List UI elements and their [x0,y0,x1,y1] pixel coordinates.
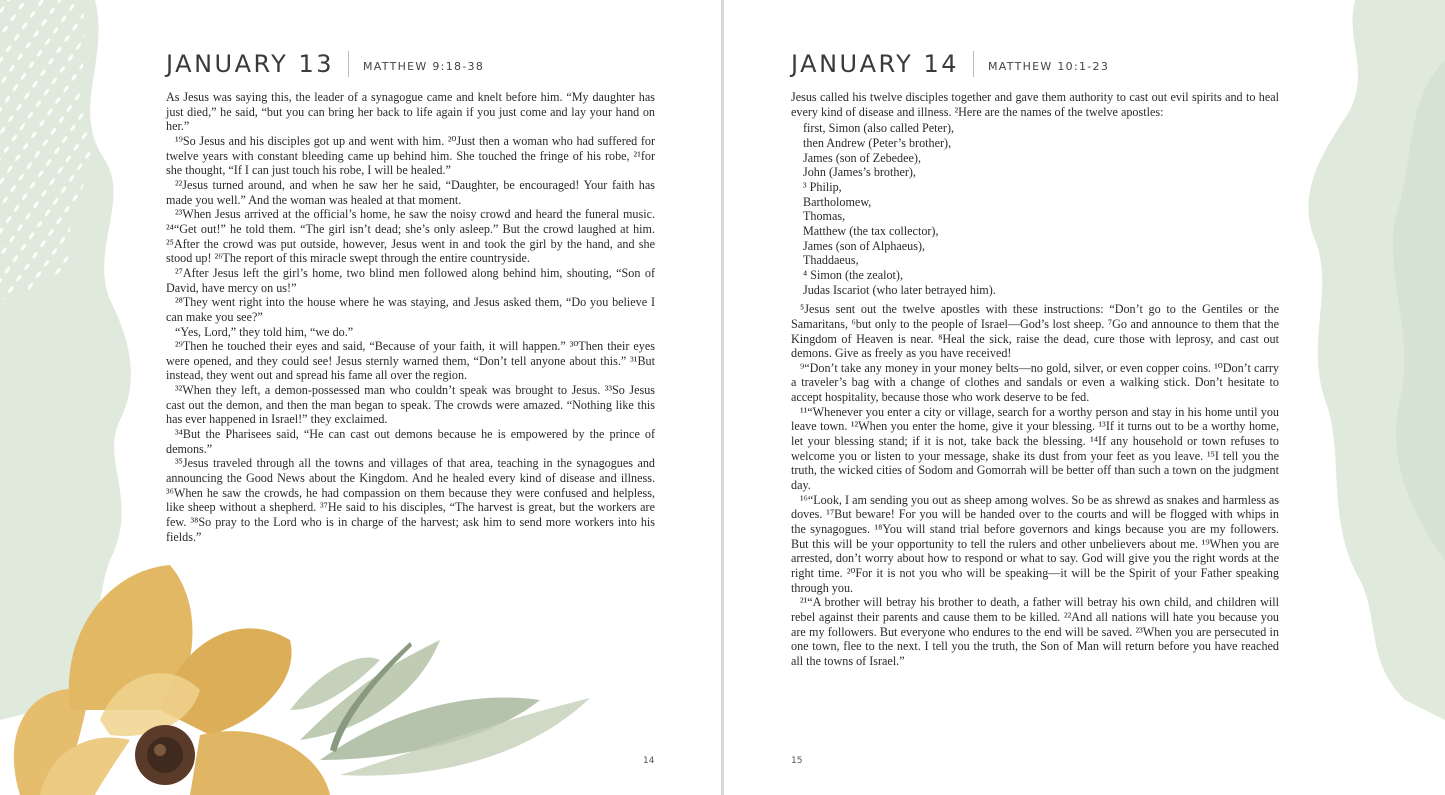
left-body [166,90,655,544]
right-page-number: 15 [791,756,803,766]
left-date: JANUARY 13 [166,50,334,78]
right-header [791,44,1109,84]
paragraph: ⁹“Don’t take any money in your money belts—no gold, silver, or even copper coins. ¹⁰Don’t carry a traveler’s bag with a change of clothes and sandals or even a walking stick. Don’t hesitate to accept hospitality, because those who work deserve to be fed. [791,360,1279,405]
list-item: James (son of Alphaeus), [803,238,926,253]
paragraph: ²⁷After Jesus left the girl’s home, two blind men followed along behind him, shouting, “Son of David, have mercy on us!” [166,265,655,295]
apostle-list [803,121,1279,297]
right-page [724,0,1445,795]
header-divider [973,51,974,77]
list-item: Judas Iscariot (who later betrayed him). [803,282,996,297]
paragraph: ¹¹“Whenever you enter a city or village, search for a worthy person and stay in his home until you leave town. ¹²When you enter the home, give it your blessing. ¹³If it turns out to be a worthy home, let your blessing stand; if it is not, take back the blessing. ¹⁴If any household or town refuses to welcome you or listen to your message, shake its dust from your feet as you leave. ¹⁵I tell you the truth, the wicked cities of Sodom and Gomorrah will be better off than such a town on the judgment day. [791,404,1279,493]
list-item: first, Simon (also called Peter), [803,121,955,136]
right-reference: MATTHEW 10:1-23 [987,59,1110,73]
left-header [166,44,484,84]
paragraph: ²³When Jesus arrived at the official’s home, he saw the noisy crowd and heard the funeral music. ²⁴“Get out!” he told them. “The girl isn’t dead; she’s only asleep.” But the crowd laughed at him. ²⁵After the crowd was put outside, however, Jesus went in and took the girl by the hand, and she stood up! ²⁶The report of this miracle swept through the entire countryside. [166,207,655,266]
paragraph: ¹⁶“Look, I am sending you out as sheep among wolves. So be as shrewd as snakes and harmless as doves. ¹⁷But beware! For you will be handed over to the courts and will be flogged with whips in the synagogues. ¹⁸You will stand trial before governors and kings because you are my followers. But this will be your opportunity to tell the rulers and other unbelievers about me. ¹⁹When you are arrested, don’t worry about how to respond or what to say. God will give you the right words at the right time. ²⁰For it is not you who will be speaking—it will be the Spirit of your Father speaking through you. [791,492,1279,595]
watercolor-wash-right [1285,0,1445,795]
paragraph: ⁵Jesus sent out the twelve apostles with these instructions: “Don’t go to the Gentiles or the Samaritans, ⁶but only to the people of Israel—God’s lost sheep. ⁷Go and announce to them that the Kingdom of Heaven is near. ⁸Heal the sick, raise the dead, cure those with leprosy, and cast out demons. Give as freely as you have received! [791,302,1279,361]
list-item: ⁴ Simon (the zealot), [803,267,903,282]
paragraph: “Yes, Lord,” they told him, “we do.” [175,324,354,339]
list-item: John (James’s brother), [803,165,916,180]
paragraph: As Jesus was saying this, the leader of a synagogue came and knelt before him. “My daughter has just died,” he said, “but you can bring her back to life again if you just come and lay your hand on her.” [166,90,655,134]
flower-illustration [0,560,600,795]
list-item: James (son of Zebedee), [803,150,921,165]
paragraph: ¹⁹So Jesus and his disciples got up and went with him. ²⁰Just then a woman who had suffered for twelve years with constant bleeding came up behind him. She touched the fringe of his robe, ²¹for she thought, “If I can just touch his robe, I will be healed.” [166,133,655,178]
paragraph: ²⁹Then he touched their eyes and said, “Because of your faith, it will happen.” ³⁰Then their eyes were opened, and they could see! Jesus sternly warned them, “Don’t tell anyone about this.” ³¹But instead, they went out and spread his fame all over the region. [166,339,655,383]
list-item: ³ Philip, [803,179,842,194]
paragraph: ²²Jesus turned around, and when he saw her he said, “Daughter, be encouraged! Your faith has made you well.” And the woman was healed at that moment. [166,177,655,207]
list-item: then Andrew (Peter’s brother), [803,135,952,150]
list-item: Bartholomew, [803,194,872,209]
left-page-number: 14 [643,756,655,766]
list-item: Thaddaeus, [803,253,859,268]
list-item: Thomas, [803,209,846,224]
paragraph: ³⁵Jesus traveled through all the towns and villages of that area, teaching in the synagogues and announcing the Good News about the Kingdom. And he healed every kind of disease and illness. ³⁶When he saw the crowds, he had compassion on them because they were confused and helpless, like sheep without a shepherd. ³⁷He said to his disciples, “The harvest is great, but the workers are few. ³⁸So pray to the Lord who is in charge of the harvest; ask him to send more workers into his fields.” [166,456,655,544]
right-date: JANUARY 14 [791,50,959,78]
right-body [791,90,1279,669]
paragraph: ²⁸They went right into the house where he was staying, and Jesus asked them, “Do you believe I can make you see?” [166,295,655,324]
left-reference: MATTHEW 9:18-38 [362,59,485,73]
paragraph: ³²When they left, a demon-possessed man who couldn’t speak was brought to Jesus. ³³So Jesus cast out the demon, and then the man began to speak. The crowds were amazed. “Nothing like this has ever happened in Israel!” they exclaimed. [166,383,655,427]
paragraph: ²¹“A brother will betray his brother to death, a father will betray his own child, and children will rebel against their parents and cause them to be killed. ²²And all nations will hate you because you are my followers. But everyone who endures to the end will be saved. ²³When you are persecuted in one town, flee to the next. I tell you the truth, the Son of Man will return before you have reached all the towns of Israel.” [791,595,1279,668]
paragraph: Jesus called his twelve disciples together and gave them authority to cast out evil spirits and to heal every kind of disease and illness. ²Here are the names of the twelve apostles: [791,90,1279,119]
left-page [0,0,721,795]
header-divider [348,51,349,77]
paragraph: ³⁴But the Pharisees said, “He can cast out demons because he is empowered by the prince of demons.” [166,427,655,456]
list-item: Matthew (the tax collector), [803,223,939,238]
